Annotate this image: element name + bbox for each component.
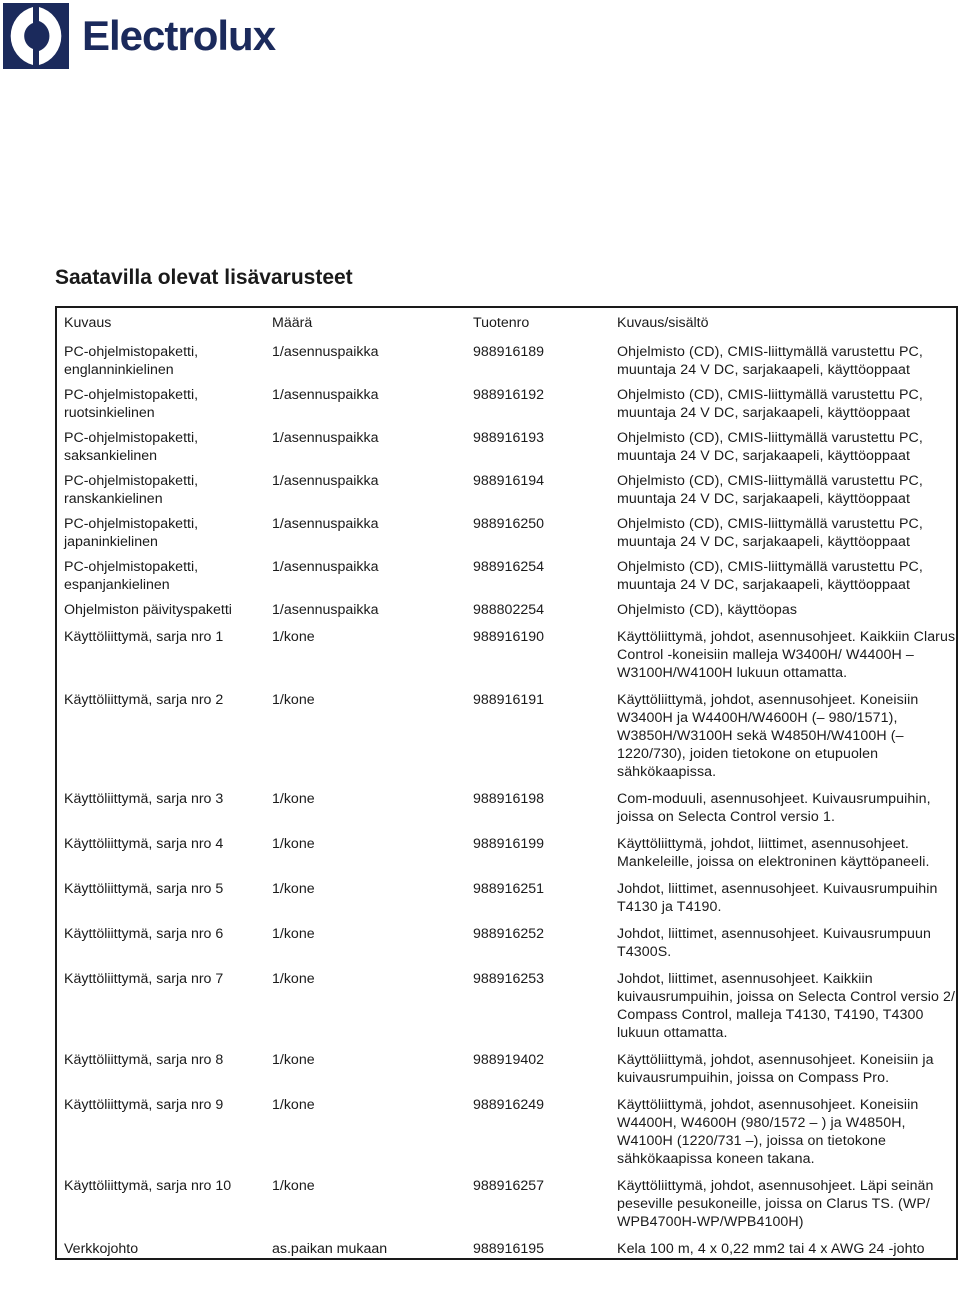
cell-quantity: 1/kone xyxy=(272,971,315,987)
cell-quantity: 1/kone xyxy=(272,791,315,807)
cell-quantity: 1/asennuspaikka xyxy=(272,473,379,489)
cell-description: PC-ohjelmistopaketti, ruotsinkielinen xyxy=(64,387,199,421)
cell-description: PC-ohjelmistopaketti, englanninkielinen xyxy=(64,344,199,378)
header-kuvaus: Kuvaus xyxy=(64,315,112,331)
table-row xyxy=(57,1087,960,1168)
cell-quantity: 1/kone xyxy=(272,881,315,897)
cell-contents: Käyttöliittymä, johdot, asennusohjeet. Läpi seinän peseville pesukoneille, joissa on Clarus TS. (WP/ WPB4700H-WP/WPB4100H) xyxy=(617,1178,934,1230)
cell-product-number: 988916199 xyxy=(473,836,545,852)
cell-description: Ohjelmiston päivityspaketti xyxy=(64,602,232,618)
page-title: Saatavilla olevat lisävarusteet xyxy=(55,266,353,289)
table-row xyxy=(57,551,960,594)
cell-description: Käyttöliittymä, sarja nro 10 xyxy=(64,1178,232,1194)
cell-contents: Ohjelmisto (CD), CMIS-liittymällä varustettu PC, muuntaja 24 V DC, sarjakaapeli, käyttöoppaat xyxy=(617,430,923,464)
cell-quantity: 1/kone xyxy=(272,1052,315,1068)
cell-quantity: 1/kone xyxy=(272,629,315,645)
table-row xyxy=(57,1042,960,1087)
cell-product-number: 988916190 xyxy=(473,629,545,645)
table-row xyxy=(57,465,960,508)
cell-description: Käyttöliittymä, sarja nro 2 xyxy=(64,692,224,708)
cell-contents: Johdot, liittimet, asennusohjeet. Kaikkiin kuivausrumpuihin, joissa on Selecta Control versio 2/ Compass Control, malleja T4130, T4190, T4300 lukuun ottamatta. xyxy=(617,971,956,1041)
cell-product-number: 988916254 xyxy=(473,559,545,575)
cell-quantity: 1/asennuspaikka xyxy=(272,344,379,360)
cell-quantity: 1/kone xyxy=(272,1097,315,1113)
cell-product-number: 988919402 xyxy=(473,1052,545,1068)
cell-contents: Ohjelmisto (CD), CMIS-liittymällä varustettu PC, muuntaja 24 V DC, sarjakaapeli, käyttöoppaat xyxy=(617,387,923,421)
cell-quantity: 1/asennuspaikka xyxy=(272,430,379,446)
cell-product-number: 988916253 xyxy=(473,971,545,987)
table-header-row xyxy=(57,308,960,334)
cell-quantity: as.paikan mukaan xyxy=(272,1241,388,1257)
table-row xyxy=(57,871,960,916)
cell-quantity: 1/kone xyxy=(272,692,315,708)
cell-description: Käyttöliittymä, sarja nro 3 xyxy=(64,791,224,807)
cell-description: Käyttöliittymä, sarja nro 9 xyxy=(64,1097,224,1113)
cell-contents: Ohjelmisto (CD), CMIS-liittymällä varustettu PC, muuntaja 24 V DC, sarjakaapeli, käyttöoppaat xyxy=(617,344,923,378)
header-tuotenro: Tuotenro xyxy=(473,315,530,331)
cell-contents: Ohjelmisto (CD), CMIS-liittymällä varustettu PC, muuntaja 24 V DC, sarjakaapeli, käyttöoppaat xyxy=(617,559,923,593)
brand-name: Electrolux xyxy=(82,12,276,59)
cell-product-number: 988916251 xyxy=(473,881,545,897)
table-row xyxy=(57,682,960,781)
cell-description: PC-ohjelmistopaketti, japaninkielinen xyxy=(64,516,199,550)
cell-description: Käyttöliittymä, sarja nro 8 xyxy=(64,1052,224,1068)
cell-quantity: 1/kone xyxy=(272,1178,315,1194)
table-row xyxy=(57,422,960,465)
cell-description: Käyttöliittymä, sarja nro 7 xyxy=(64,971,224,987)
cell-quantity: 1/asennuspaikka xyxy=(272,516,379,532)
electrolux-logo-icon xyxy=(3,3,69,69)
table-row xyxy=(57,619,960,682)
cell-product-number: 988916193 xyxy=(473,430,545,446)
cell-product-number: 988916191 xyxy=(473,692,545,708)
table-row xyxy=(57,334,960,379)
accessories-table xyxy=(55,306,958,1260)
cell-product-number: 988916195 xyxy=(473,1241,545,1257)
cell-quantity: 1/asennuspaikka xyxy=(272,602,379,618)
cell-description: Käyttöliittymä, sarja nro 1 xyxy=(64,629,224,645)
cell-contents: Käyttöliittymä, johdot, asennusohjeet. Koneisiin ja kuivausrumpuihin, joissa on Compass Pro. xyxy=(617,1052,934,1086)
table-row xyxy=(57,508,960,551)
header-maara: Määrä xyxy=(272,315,313,331)
cell-contents: Ohjelmisto (CD), CMIS-liittymällä varustettu PC, muuntaja 24 V DC, sarjakaapeli, käyttöoppaat xyxy=(617,473,923,507)
cell-product-number: 988916194 xyxy=(473,473,545,489)
table-row xyxy=(57,916,960,961)
cell-description: PC-ohjelmistopaketti, espanjankielinen xyxy=(64,559,199,593)
table-row xyxy=(57,781,960,826)
cell-contents: Com-moduuli, asennusohjeet. Kuivausrumpuihin, joissa on Selecta Control versio 1. xyxy=(617,791,931,825)
table-row xyxy=(57,1231,960,1258)
cell-quantity: 1/asennuspaikka xyxy=(272,387,379,403)
cell-contents: Johdot, liittimet, asennusohjeet. Kuivausrumpuihin T4130 ja T4190. xyxy=(617,881,938,915)
cell-description: PC-ohjelmistopaketti, ranskankielinen xyxy=(64,473,199,507)
header-sisalto: Kuvaus/sisältö xyxy=(617,315,709,331)
cell-description: Käyttöliittymä, sarja nro 5 xyxy=(64,881,224,897)
cell-product-number: 988916192 xyxy=(473,387,545,403)
brand-logo xyxy=(3,3,275,69)
cell-description: Käyttöliittymä, sarja nro 4 xyxy=(64,836,224,852)
cell-contents: Käyttöliittymä, johdot, asennusohjeet. Kaikkiin Clarus Control -koneisiin malleja W3400H/ W4400H – W3100H/W4100H lukuun ottamatta. xyxy=(617,629,956,681)
cell-product-number: 988916252 xyxy=(473,926,545,942)
cell-contents: Ohjelmisto (CD), käyttöopas xyxy=(617,602,798,618)
table-row xyxy=(57,826,960,871)
cell-quantity: 1/kone xyxy=(272,926,315,942)
cell-contents: Ohjelmisto (CD), CMIS-liittymällä varustettu PC, muuntaja 24 V DC, sarjakaapeli, käyttöoppaat xyxy=(617,516,923,550)
table-row xyxy=(57,594,960,619)
cell-contents: Käyttöliittymä, johdot, asennusohjeet. Koneisiin W4400H, W4600H (980/1572 – ) ja W4850H, W4100H (1220/731 –), joissa on tietokone sähkökaapissa koneen takana. xyxy=(617,1097,919,1167)
table-row xyxy=(57,379,960,422)
cell-contents: Käyttöliittymä, johdot, liittimet, asennusohjeet. Mankeleille, joissa on elektroninen käyttöpaneeli. xyxy=(617,836,930,870)
cell-description: Verkkojohto xyxy=(64,1241,139,1257)
table-row xyxy=(57,961,960,1042)
cell-contents: Johdot, liittimet, asennusohjeet. Kuivausrumpuun T4300S. xyxy=(617,926,931,960)
cell-product-number: 988916250 xyxy=(473,516,545,532)
cell-description: Käyttöliittymä, sarja nro 6 xyxy=(64,926,224,942)
cell-contents: Käyttöliittymä, johdot, asennusohjeet. Koneisiin W3400H ja W4400H/W4600H (– 980/1571), W3850H/W3100H sekä W4850H/W4100H (– 1220/730), joiden tietokone on etupuolen sähkökaapissa. xyxy=(617,692,919,780)
cell-product-number: 988916189 xyxy=(473,344,545,360)
table-row xyxy=(57,1168,960,1231)
cell-quantity: 1/asennuspaikka xyxy=(272,559,379,575)
cell-contents: Kela 100 m, 4 x 0,22 mm2 tai 4 x AWG 24 -johto xyxy=(617,1241,925,1257)
cell-quantity: 1/kone xyxy=(272,836,315,852)
cell-description: PC-ohjelmistopaketti, saksankielinen xyxy=(64,430,199,464)
cell-product-number: 988916257 xyxy=(473,1178,545,1194)
cell-product-number: 988916198 xyxy=(473,791,545,807)
cell-product-number: 988802254 xyxy=(473,602,545,618)
cell-product-number: 988916249 xyxy=(473,1097,545,1113)
